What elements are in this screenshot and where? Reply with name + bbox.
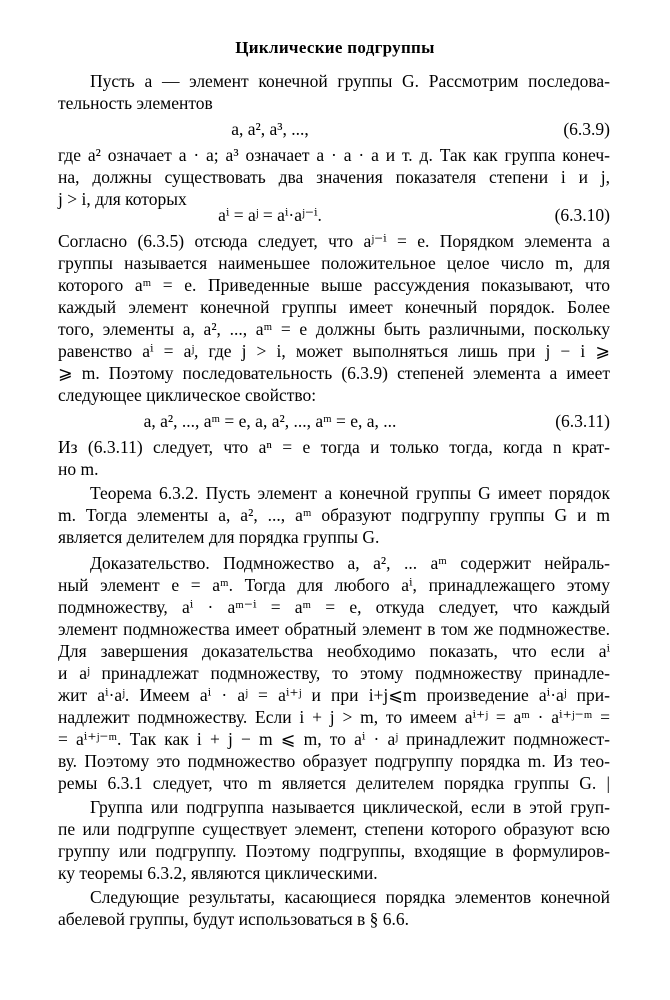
- text-line: Из (6.3.11) следует, что aⁿ = e тогда и только тогда, когда n крат-: [58, 437, 610, 457]
- proof-line: подмножеству, aⁱ · aᵐ⁻ⁱ = aᵐ = e, откуда следует, что каждый: [58, 597, 610, 617]
- text-line: следующее циклическое свойство:: [58, 385, 317, 405]
- text-line: ⩾ m. Поэтому последовательность (6.3.9) степеней элемента a имеет: [58, 363, 610, 383]
- equation: a, a², ..., aᵐ = e, a, a², ..., aᵐ = e, a, ...: [143, 411, 397, 431]
- text-line: тельность элементов: [58, 93, 213, 113]
- theorem-line: m. Тогда элементы a, a², ..., aᵐ образуют подгруппу группы G и m: [58, 505, 610, 525]
- equation: aⁱ = aʲ = aⁱ·aʲ⁻ⁱ.: [218, 205, 322, 225]
- text-line: пе или подгруппе существует элемент, степени которого образуют всю: [58, 819, 610, 839]
- section-title: Циклические подгруппы: [235, 38, 435, 57]
- text-line: где a² означает a · a; a³ означает a · a · a и т. д. Так как группа конеч-: [58, 145, 610, 165]
- text-line: группы называется наименьшее положительное целое число m, для: [58, 253, 610, 273]
- text-line: каждый элемент конечной группы имеет конечный порядок. Более: [58, 297, 610, 317]
- equation-number: (6.3.11): [555, 411, 610, 431]
- proof-line: Доказательство. Подмножество a, a², ... aᵐ содержит нейраль-: [90, 553, 610, 573]
- text-line: Согласно (6.3.5) отсюда следует, что aʲ⁻ⁱ = e. Порядком элемента a: [58, 231, 610, 251]
- text-line: которого aᵐ = e. Приведенные выше рассуждения показывают, что: [58, 275, 610, 295]
- text-line: того, элементы a, a², ..., aᵐ = e должны быть различными, поскольку: [58, 319, 610, 339]
- text-line: равенство aⁱ = aʲ, где j > i, может выполняться лишь при j − i ⩾: [58, 341, 610, 361]
- proof-line: надлежит подмножеству. Если i + j > m, то имеем aⁱ⁺ʲ = aᵐ · aⁱ⁺ʲ⁻ᵐ =: [58, 707, 610, 727]
- text-line: Группа или подгруппа называется циклической, если в этой груп-: [90, 797, 610, 817]
- equation-number: (6.3.10): [554, 205, 610, 225]
- theorem-line: Теорема 6.3.2. Пусть элемент a конечной группы G имеет порядок: [90, 483, 610, 503]
- text-line: группу или подгруппу. Поэтому подгруппы, входящие в формулиров-: [58, 841, 610, 861]
- proof-line: = aⁱ⁺ʲ⁻ᵐ. Так как i + j − m ⩽ m, то aⁱ · aʲ принадлежит подмножест-: [58, 729, 610, 749]
- equation-number: (6.3.9): [563, 119, 610, 139]
- proof-line: и aʲ принадлежат подмножеству, то этому подмножеству принадле-: [58, 663, 610, 683]
- text-line: j > i, для которых: [58, 189, 187, 209]
- text-line: ку теоремы 6.3.2, являются циклическими.: [58, 863, 378, 883]
- text-line: на, должны существовать два значения показателя степени i и j,: [58, 167, 610, 187]
- theorem-line: является делителем для порядка группы G.: [58, 527, 380, 547]
- proof-line: жит aⁱ·aʲ. Имеем aⁱ · aʲ = aⁱ⁺ʲ и при i+j⩽m произведение aⁱ·aʲ при-: [58, 685, 610, 705]
- proof-line: Для завершения доказательства необходимо показать, что если aⁱ: [58, 641, 610, 661]
- text-line: Пусть a — элемент конечной группы G. Рассмотрим последова-: [90, 71, 610, 91]
- proof-line: ву. Поэтому это подмножество образует подгруппу порядка m. Из тео-: [58, 751, 610, 771]
- equation: a, a², a³, ...,: [231, 119, 309, 139]
- proof-line: ремы 6.3.1 следует, что m является делителем порядка группы G. |: [58, 773, 610, 793]
- proof-line: элемент подмножества имеет обратный элемент в том же подмножестве.: [58, 619, 610, 639]
- text-line: абелевой группы, будут использоваться в § 6.6.: [58, 909, 410, 929]
- proof-line: ный элемент e = aᵐ. Тогда для любого aⁱ, принадлежащего этому: [58, 575, 610, 595]
- text-line: но m.: [58, 459, 99, 479]
- text-line: Следующие результаты, касающиеся порядка элементов конечной: [90, 887, 610, 907]
